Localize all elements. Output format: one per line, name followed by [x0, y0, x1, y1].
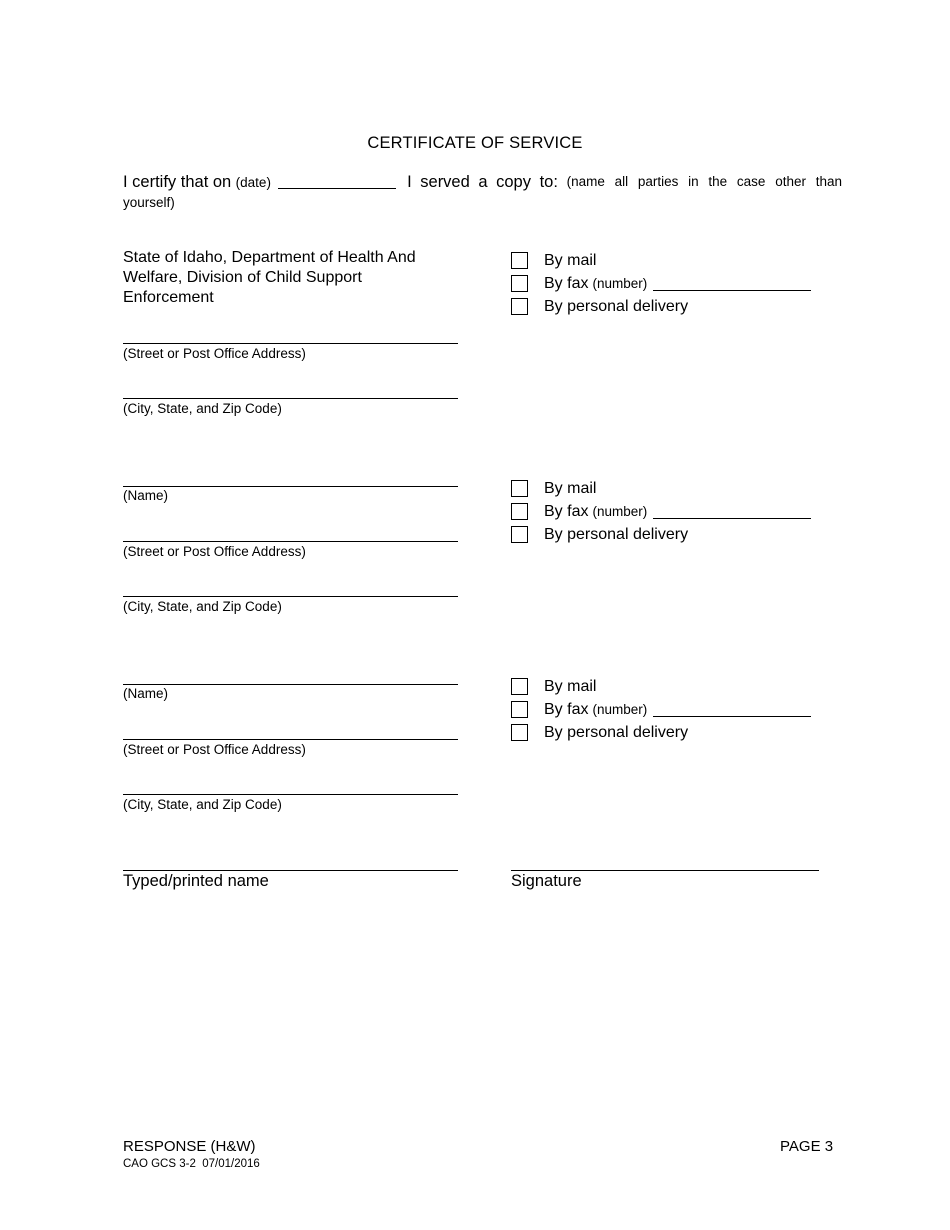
fax-label: By fax	[544, 700, 589, 718]
form-name: RESPONSE (H&W)	[123, 1138, 256, 1155]
mail-label: By mail	[544, 251, 597, 269]
personal-label: By personal delivery	[544, 525, 689, 543]
option-mail	[511, 675, 831, 698]
date-field[interactable]	[278, 172, 396, 189]
fax-checkbox[interactable]	[511, 503, 528, 520]
served-text: I served a copy to:	[407, 173, 558, 191]
fax-hint: (number)	[592, 504, 648, 519]
fax-hint: (number)	[592, 276, 648, 291]
name-label: (Name)	[123, 488, 169, 503]
city-label: (City, State, and Zip Code)	[123, 401, 282, 416]
fax-checkbox[interactable]	[511, 275, 528, 292]
city-line[interactable]	[123, 596, 458, 597]
parties-hint: (name all parties in the case other than	[566, 174, 842, 189]
personal-label: By personal delivery	[544, 297, 689, 315]
street-line[interactable]	[123, 739, 458, 740]
delivery-options-3	[511, 675, 831, 744]
name-label: (Name)	[123, 686, 169, 701]
fax-label: By fax	[544, 502, 589, 520]
fax-number-field[interactable]	[653, 504, 811, 519]
option-personal	[511, 295, 831, 318]
personal-checkbox[interactable]	[511, 526, 528, 543]
form-code: CAO GCS 3-2 07/01/2016	[123, 1158, 260, 1170]
street-line[interactable]	[123, 541, 458, 542]
option-personal	[511, 721, 831, 744]
street-line[interactable]	[123, 343, 458, 344]
option-mail	[511, 477, 831, 500]
fax-label: By fax	[544, 274, 589, 292]
mail-label: By mail	[544, 677, 597, 695]
fax-checkbox[interactable]	[511, 701, 528, 718]
page-title: CERTIFICATE OF SERVICE	[367, 134, 583, 152]
signature-line[interactable]	[511, 870, 819, 871]
city-line[interactable]	[123, 398, 458, 399]
parties-hint-cont: yourself)	[123, 195, 175, 210]
option-personal	[511, 523, 831, 546]
option-fax	[511, 272, 831, 295]
name-line[interactable]	[123, 486, 458, 487]
mail-checkbox[interactable]	[511, 678, 528, 695]
mail-label: By mail	[544, 479, 597, 497]
street-label: (Street or Post Office Address)	[123, 346, 306, 361]
agency-name: State of Idaho, Department of Health And Welfare, Division of Child Support Enforcement	[123, 249, 416, 306]
street-label: (Street or Post Office Address)	[123, 742, 306, 757]
fax-number-field[interactable]	[653, 702, 811, 717]
option-fax	[511, 500, 831, 523]
typed-name-label: Typed/printed name	[123, 872, 269, 890]
option-fax	[511, 698, 831, 721]
signature-label: Signature	[511, 872, 582, 890]
typed-name-line[interactable]	[123, 870, 458, 871]
personal-checkbox[interactable]	[511, 724, 528, 741]
date-hint: (date)	[235, 175, 271, 190]
city-line[interactable]	[123, 794, 458, 795]
city-label: (City, State, and Zip Code)	[123, 797, 282, 812]
option-mail	[511, 249, 831, 272]
personal-checkbox[interactable]	[511, 298, 528, 315]
page-number: PAGE 3	[780, 1138, 834, 1155]
delivery-options-2	[511, 477, 831, 546]
mail-checkbox[interactable]	[511, 252, 528, 269]
mail-checkbox[interactable]	[511, 480, 528, 497]
certify-prefix: I certify that on	[123, 173, 232, 191]
name-line[interactable]	[123, 684, 458, 685]
personal-label: By personal delivery	[544, 723, 689, 741]
street-label: (Street or Post Office Address)	[123, 544, 306, 559]
certify-statement	[123, 172, 842, 213]
fax-hint: (number)	[592, 702, 648, 717]
fax-number-field[interactable]	[653, 276, 811, 291]
delivery-options-1	[511, 249, 831, 318]
city-label: (City, State, and Zip Code)	[123, 599, 282, 614]
